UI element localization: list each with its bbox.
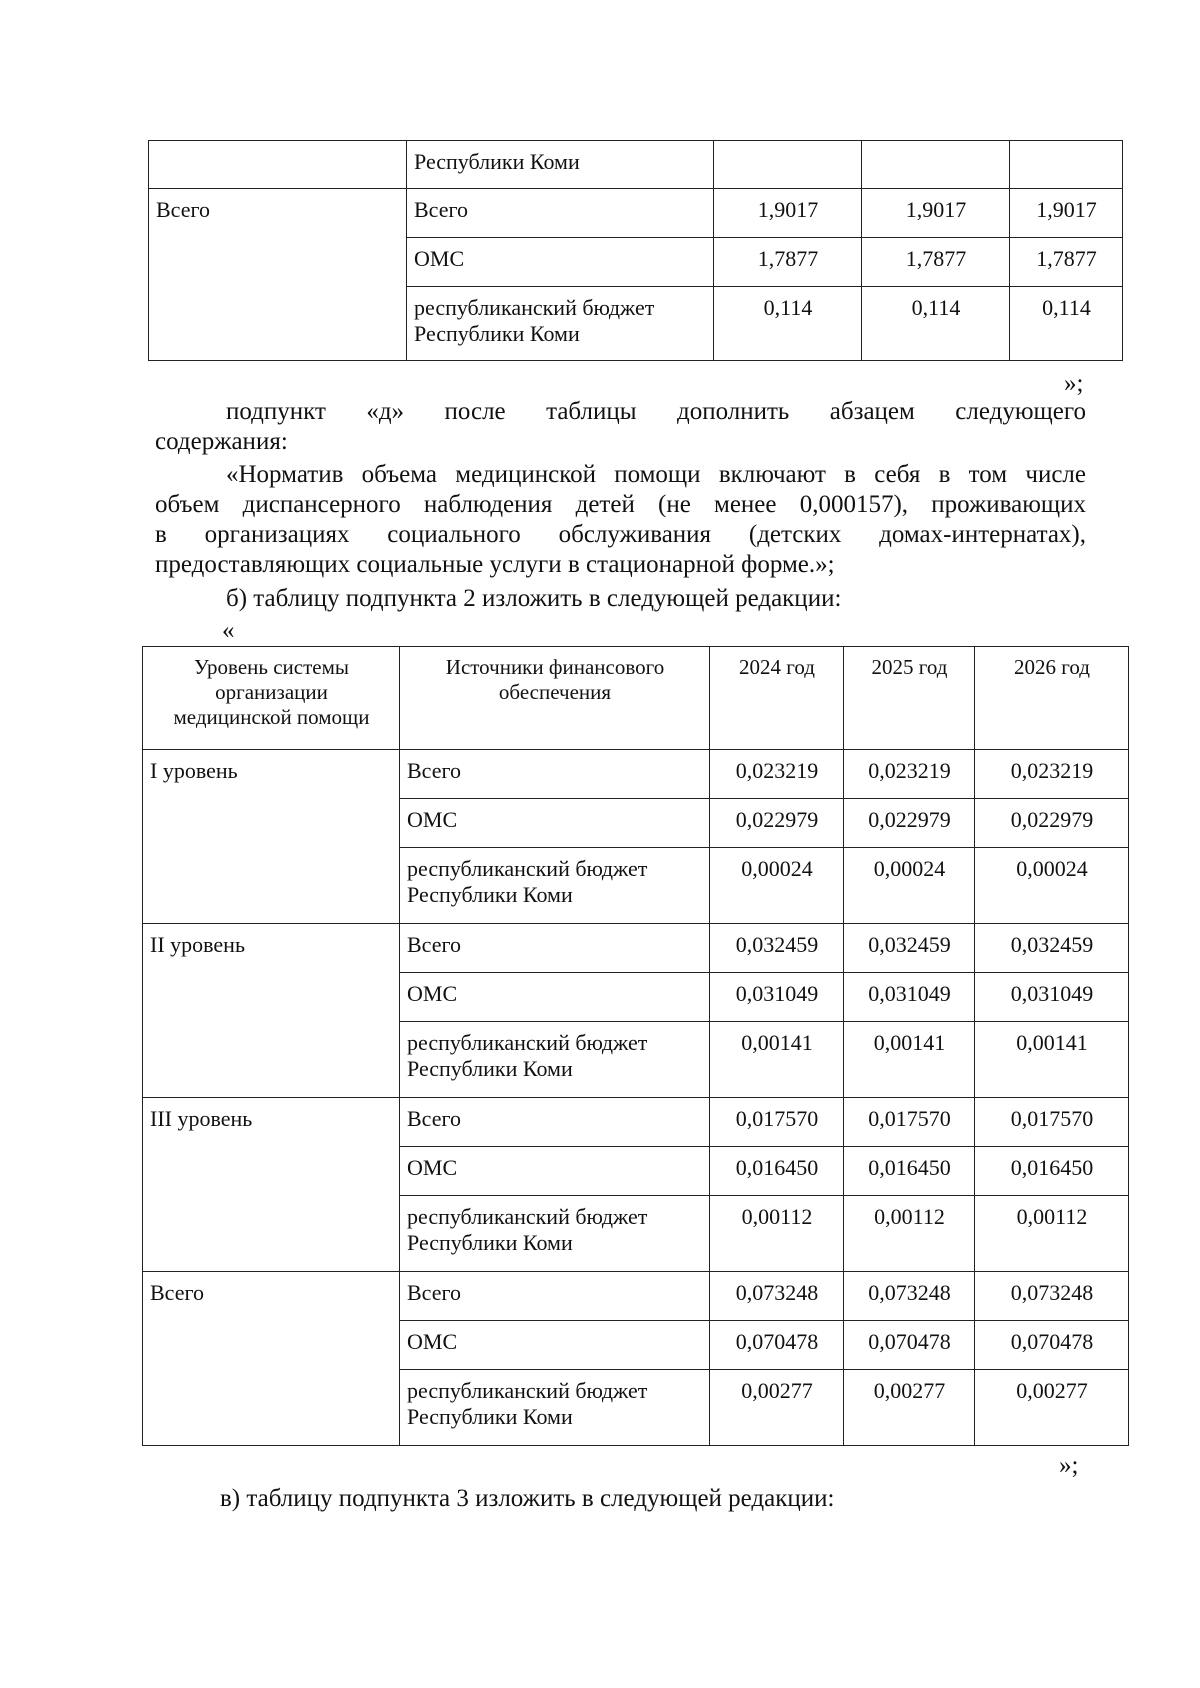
value-2026: 0,070478	[975, 1321, 1129, 1370]
value-2026: 0,023219	[975, 750, 1129, 799]
closing-quote: »;	[1064, 370, 1084, 397]
paragraph-d-line2: содержания:	[155, 428, 288, 455]
main-table	[142, 646, 1129, 1446]
source-label: ОМС	[400, 1147, 710, 1196]
table-row	[143, 750, 1129, 799]
value-2025: 0,073248	[844, 1272, 975, 1321]
table-row	[149, 189, 1123, 238]
value-2026: 0,017570	[975, 1098, 1129, 1147]
table-cell	[862, 141, 1010, 189]
value-2024: 0,00112	[710, 1196, 844, 1272]
header-line: Источники финансового	[445, 655, 665, 679]
source-label: ОМС	[400, 799, 710, 848]
value-2024: 0,00277	[710, 1370, 844, 1446]
header-line: медицинской помощи	[173, 705, 370, 729]
value-2025: 0,00141	[844, 1022, 975, 1098]
group-label: I уровень	[143, 750, 400, 924]
source-line: Республики Коми	[407, 1056, 573, 1081]
source-label: Всего	[400, 1098, 710, 1147]
value-2025: 1,7877	[862, 238, 1010, 287]
header-level	[143, 647, 400, 750]
source-label: ОМС	[400, 973, 710, 1022]
value-2026: 0,00141	[975, 1022, 1129, 1098]
value-2024: 0,073248	[710, 1272, 844, 1321]
source-line: республиканский бюджет	[414, 295, 655, 320]
paragraph-v: в) таблицу подпункта 3 изложить в следующей редакции:	[220, 1485, 835, 1512]
value-2026: 1,7877	[1010, 238, 1123, 287]
value-2026: 0,016450	[975, 1147, 1129, 1196]
value-2024: 0,114	[714, 287, 862, 361]
value-2026: 0,00277	[975, 1370, 1129, 1446]
table-row	[143, 1098, 1129, 1147]
source-line: республиканский бюджет	[407, 1378, 648, 1403]
value-2025: 0,022979	[844, 799, 975, 848]
value-2024: 0,016450	[710, 1147, 844, 1196]
table-cell	[714, 141, 862, 189]
source-line: Республики Коми	[407, 1404, 573, 1429]
value-2025: 0,00277	[844, 1370, 975, 1446]
source-label: ОМС	[407, 238, 714, 287]
header-line: организации	[215, 680, 328, 704]
quote-line: предоставляющих социальные услуги в стационарной форме.»;	[155, 551, 835, 578]
table-cell	[149, 141, 407, 189]
value-2025: 0,00112	[844, 1196, 975, 1272]
value-2026: 0,031049	[975, 973, 1129, 1022]
source-line: республиканский бюджет	[407, 1030, 648, 1055]
value-2025: 0,017570	[844, 1098, 975, 1147]
group-label: II уровень	[143, 924, 400, 1098]
source-label: Всего	[407, 189, 714, 238]
value-2024: 1,7877	[714, 238, 862, 287]
value-2024: 0,022979	[710, 799, 844, 848]
source-line: Республики Коми	[414, 321, 580, 346]
source-label: Всего	[400, 924, 710, 973]
header-line: обеспечения	[498, 680, 612, 704]
value-2026: 0,022979	[975, 799, 1129, 848]
opening-quote: «	[222, 617, 235, 644]
header-2025: 2025 год	[844, 647, 975, 750]
value-2025: 0,00024	[844, 848, 975, 924]
header-2026: 2026 год	[975, 647, 1129, 750]
source-label: ОМС	[400, 1321, 710, 1370]
source-label	[400, 1196, 710, 1272]
source-line: республиканский бюджет	[407, 1204, 648, 1229]
value-2026: 0,00112	[975, 1196, 1129, 1272]
value-2026: 1,9017	[1010, 189, 1123, 238]
table-cell: Республики Коми	[407, 141, 714, 189]
header-line: Уровень системы	[194, 655, 349, 679]
value-2024: 0,031049	[710, 973, 844, 1022]
value-2025: 0,114	[862, 287, 1010, 361]
quote-line: «Норматив объема медицинской помощи включают в себя в том числе	[226, 461, 1086, 488]
value-2024: 0,023219	[710, 750, 844, 799]
value-2026: 0,00024	[975, 848, 1129, 924]
value-2024: 0,070478	[710, 1321, 844, 1370]
source-line: республиканский бюджет	[407, 856, 648, 881]
source-label	[400, 848, 710, 924]
source-label	[400, 1022, 710, 1098]
value-2025: 0,016450	[844, 1147, 975, 1196]
group-label: Всего	[149, 189, 407, 361]
value-2024: 0,00024	[710, 848, 844, 924]
paragraph-b: б) таблицу подпункта 2 изложить в следующей редакции:	[226, 585, 842, 612]
group-label: Всего	[143, 1272, 400, 1446]
value-2024: 0,017570	[710, 1098, 844, 1147]
value-2025: 0,031049	[844, 973, 975, 1022]
value-2026: 0,032459	[975, 924, 1129, 973]
value-2026: 0,114	[1010, 287, 1123, 361]
value-2026: 0,073248	[975, 1272, 1129, 1321]
header-source	[400, 647, 710, 750]
quote-line: объем диспансерного наблюдения детей (не менее 0,000157), проживающих	[155, 491, 1086, 518]
paragraph-d-line1: подпункт «д» после таблицы дополнить абзацем следующего	[226, 398, 1086, 425]
source-label: Всего	[400, 750, 710, 799]
quote-line: в организациях социального обслуживания (детских домах-интернатах),	[155, 521, 1086, 548]
group-label: III уровень	[143, 1098, 400, 1272]
value-2024: 0,00141	[710, 1022, 844, 1098]
source-label	[400, 1370, 710, 1446]
source-label	[407, 287, 714, 361]
top-table	[148, 140, 1123, 361]
header-row	[143, 647, 1129, 750]
table-row	[143, 924, 1129, 973]
value-2024: 1,9017	[714, 189, 862, 238]
value-2025: 0,032459	[844, 924, 975, 973]
table-row	[149, 141, 1123, 189]
table-row	[143, 1272, 1129, 1321]
closing-quote: »;	[1059, 1452, 1079, 1479]
value-2025: 0,023219	[844, 750, 975, 799]
value-2025: 1,9017	[862, 189, 1010, 238]
table-cell	[1010, 141, 1123, 189]
source-line: Республики Коми	[407, 1230, 573, 1255]
source-line: Республики Коми	[407, 882, 573, 907]
header-2024: 2024 год	[710, 647, 844, 750]
value-2024: 0,032459	[710, 924, 844, 973]
source-label: Всего	[400, 1272, 710, 1321]
value-2025: 0,070478	[844, 1321, 975, 1370]
